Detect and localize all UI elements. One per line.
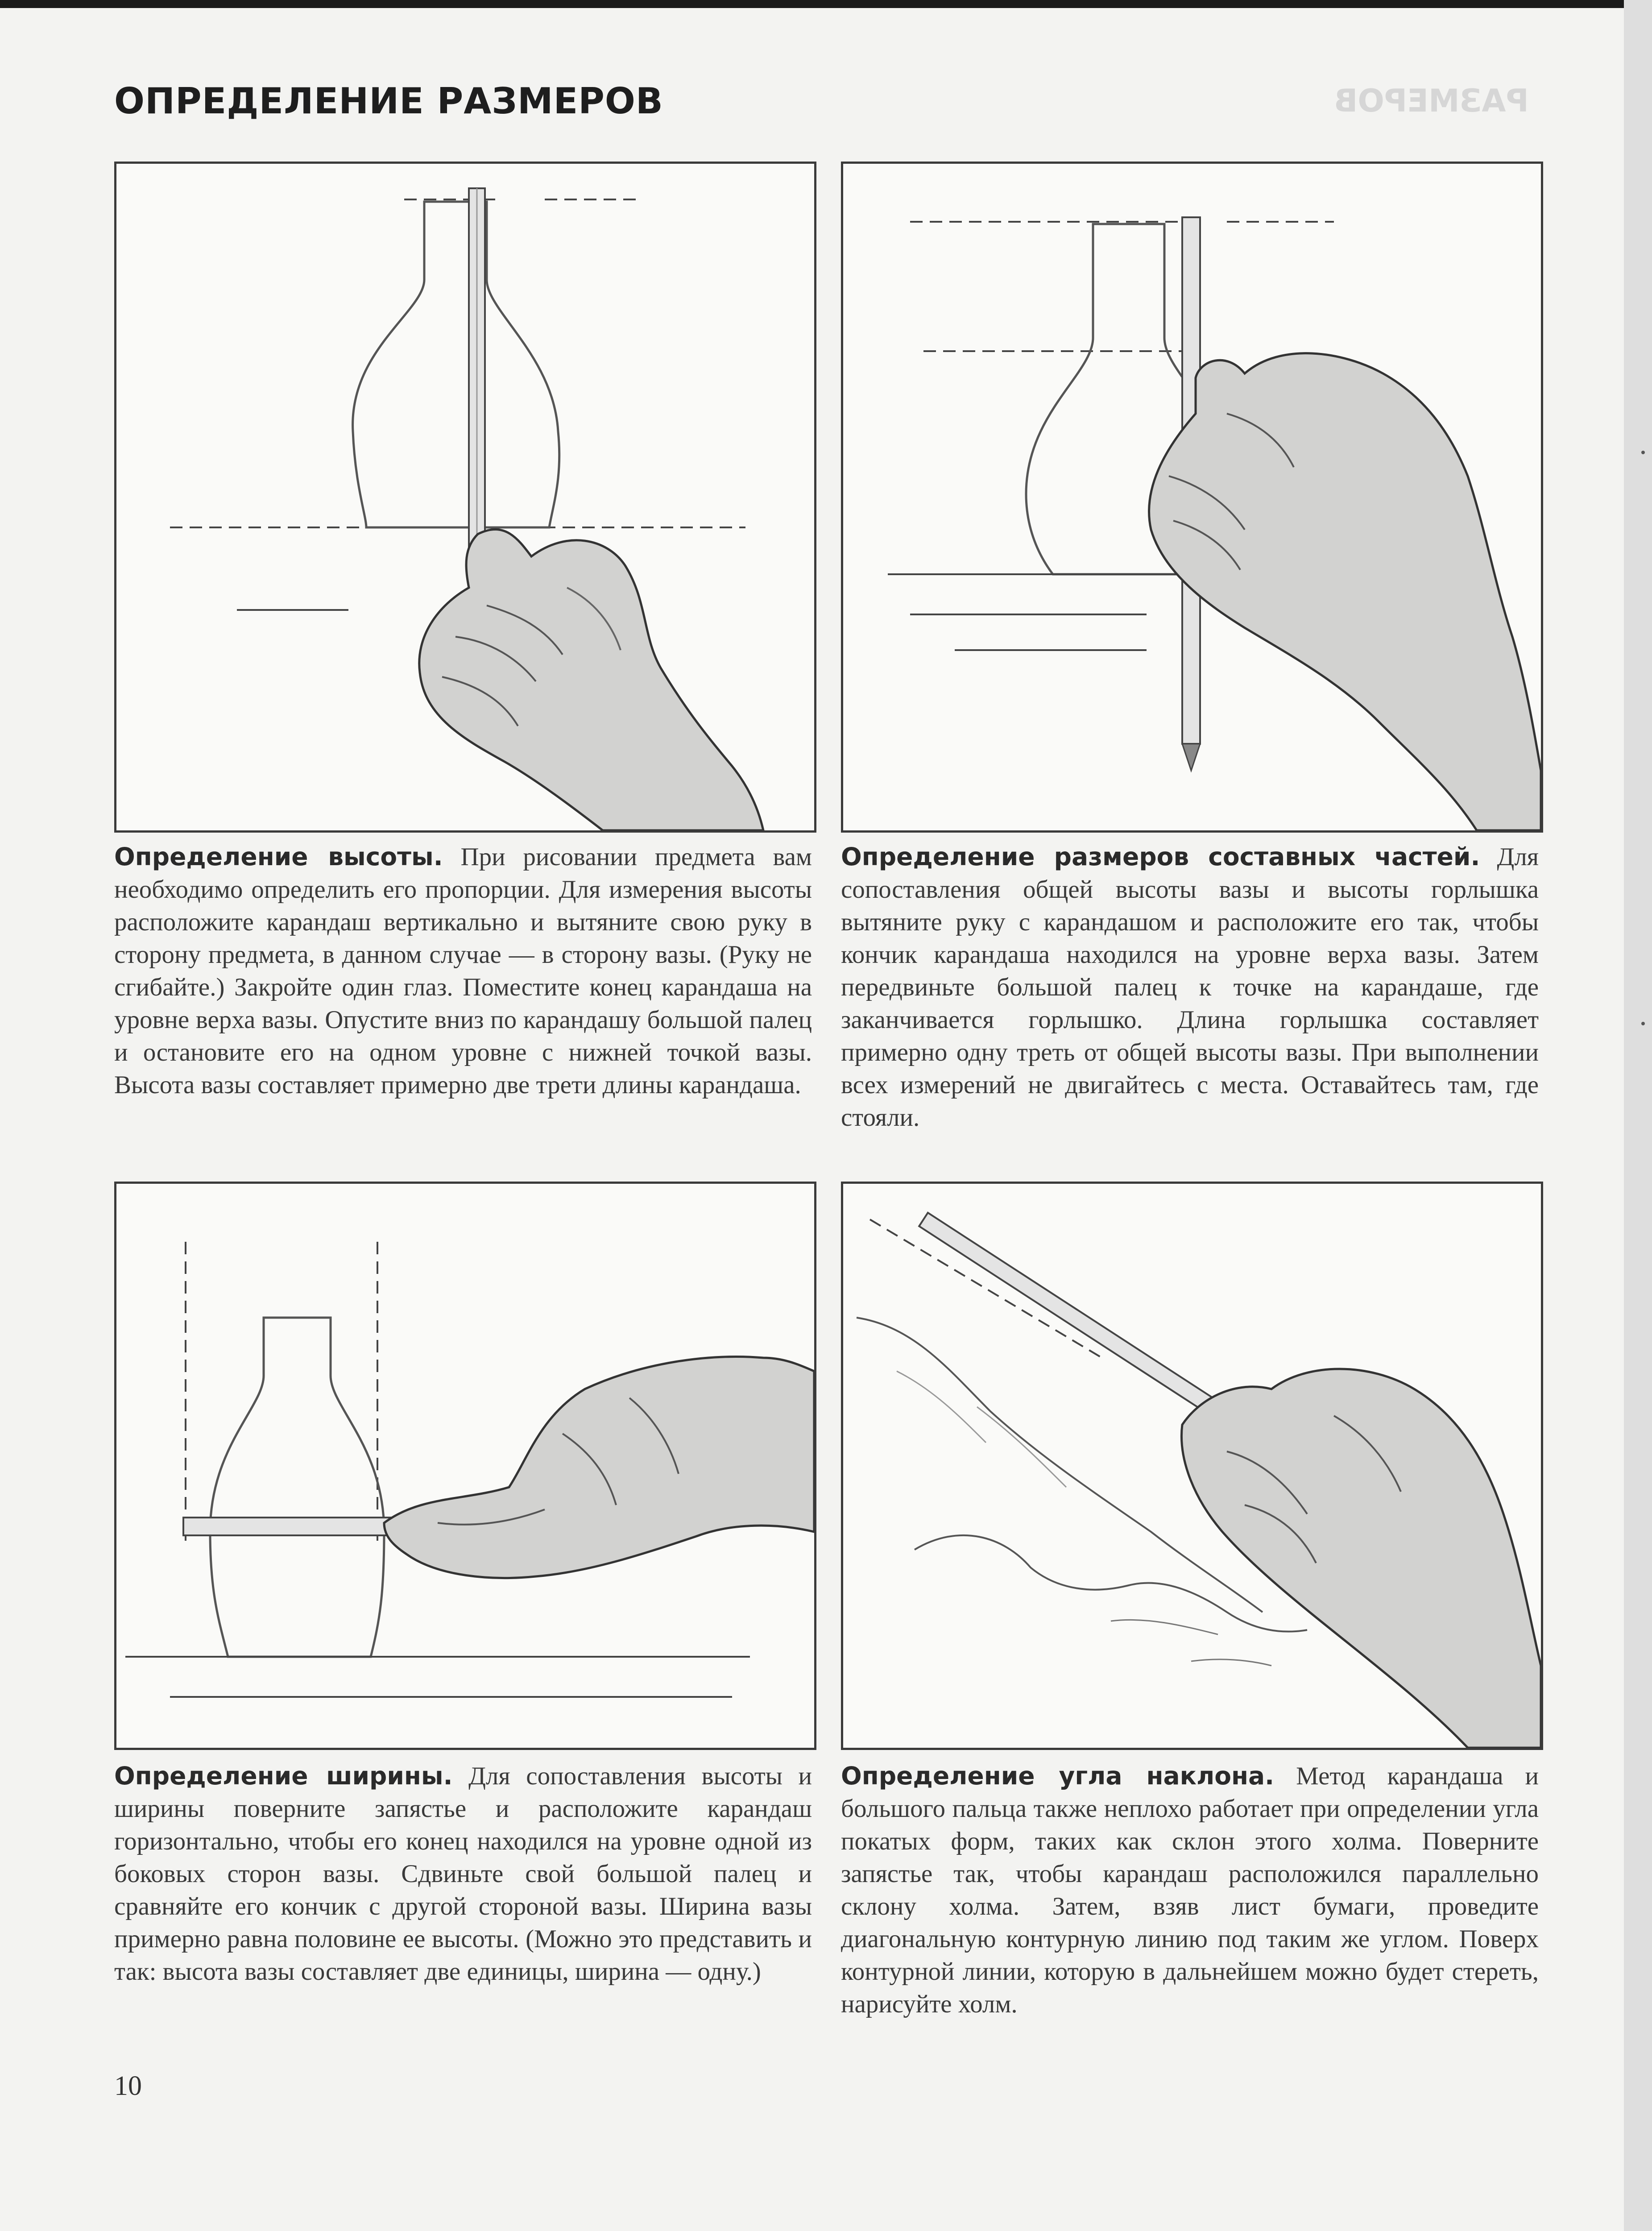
hill-slope-pencil-illustration [843, 1184, 1541, 1748]
caption-parts [841, 841, 1539, 1134]
figure-height-measurement [114, 162, 816, 833]
caption-height-text: При рисовании предмета вам необходимо определить его пропорции. Для измерения высоты расположите карандаш вертикально и вытяните свою руку в сторону предмета, в данном случае — в сторону вазы. (Руку не сгибайте.) Закройте один глаз. Поместите конец карандаша на уровне верха вазы. Опустите вниз по карандашу большой палец и остановите его на одном уровне с нижней точкой вазы. Высота вазы составляет примерно две трети длины карандаша. [114, 843, 812, 1099]
bleed-through-text: РАЗМЕРОВ [1334, 83, 1529, 119]
caption-height [114, 841, 812, 1101]
caption-angle-heading: Определение угла наклона. [841, 1762, 1275, 1790]
figure-angle-measurement [841, 1182, 1543, 1750]
caption-angle-text: Метод карандаша и большого пальца также неплохо работает при определении угла покатых форм, таких как склон этого холма. Поверните запястье так, чтобы карандаш расположился параллельно склону холма. Затем, взяв лист бумаги, проведите диагональную контурную линию под таким же углом. Поверх контурной линии, которую в дальнейшем можно будет стереть, нарисуйте холм. [841, 1762, 1539, 2018]
caption-width-heading: Определение ширины. [114, 1762, 453, 1790]
scan-top-border [0, 0, 1652, 8]
caption-angle [841, 1760, 1539, 2020]
caption-parts-heading: Определение размеров составных частей. [841, 842, 1480, 871]
caption-width [114, 1760, 812, 1988]
figure-parts-measurement [841, 162, 1543, 833]
vase-neck-pencil-illustration [843, 164, 1541, 830]
caption-width-text: Для сопоставления высоты и ширины поверните запястье и расположите карандаш горизонтально, чтобы его конец находился на уровне одной из боковых сторон вазы. Сдвиньте свой большой палец и сравняйте его кончик с другой стороной вазы. Ширина вазы примерно равна половине ее высоты. (Можно это представить и так: высота вазы составляет две единицы, ширина — одну.) [114, 1762, 812, 1986]
page-title: ОПРЕДЕЛЕНИЕ РАЗМЕРОВ [114, 80, 663, 122]
page-number: 10 [114, 2071, 142, 2101]
scan-dot-1 [1641, 451, 1645, 454]
figure-width-measurement [114, 1182, 816, 1750]
vase-horizontal-pencil-illustration [116, 1184, 814, 1748]
vase-vertical-pencil-illustration [116, 164, 814, 830]
caption-parts-text: Для сопоставления общей высоты вазы и высоты горлышка вытяните руку с карандашом и расположите его так, чтобы кончик карандаша находился на уровне верха вазы. Затем передвиньте большой палец к точке на карандаше, где заканчивается горлышко. Длина горлышка составляет примерно одну треть от общей высоты вазы. При выполнении всех измерений не двигайтесь с места. Оставайтесь там, где стояли. [841, 843, 1539, 1132]
caption-height-heading: Определение высоты. [114, 842, 443, 871]
scan-page-edge [1624, 0, 1652, 2231]
scan-dot-2 [1641, 1022, 1645, 1025]
